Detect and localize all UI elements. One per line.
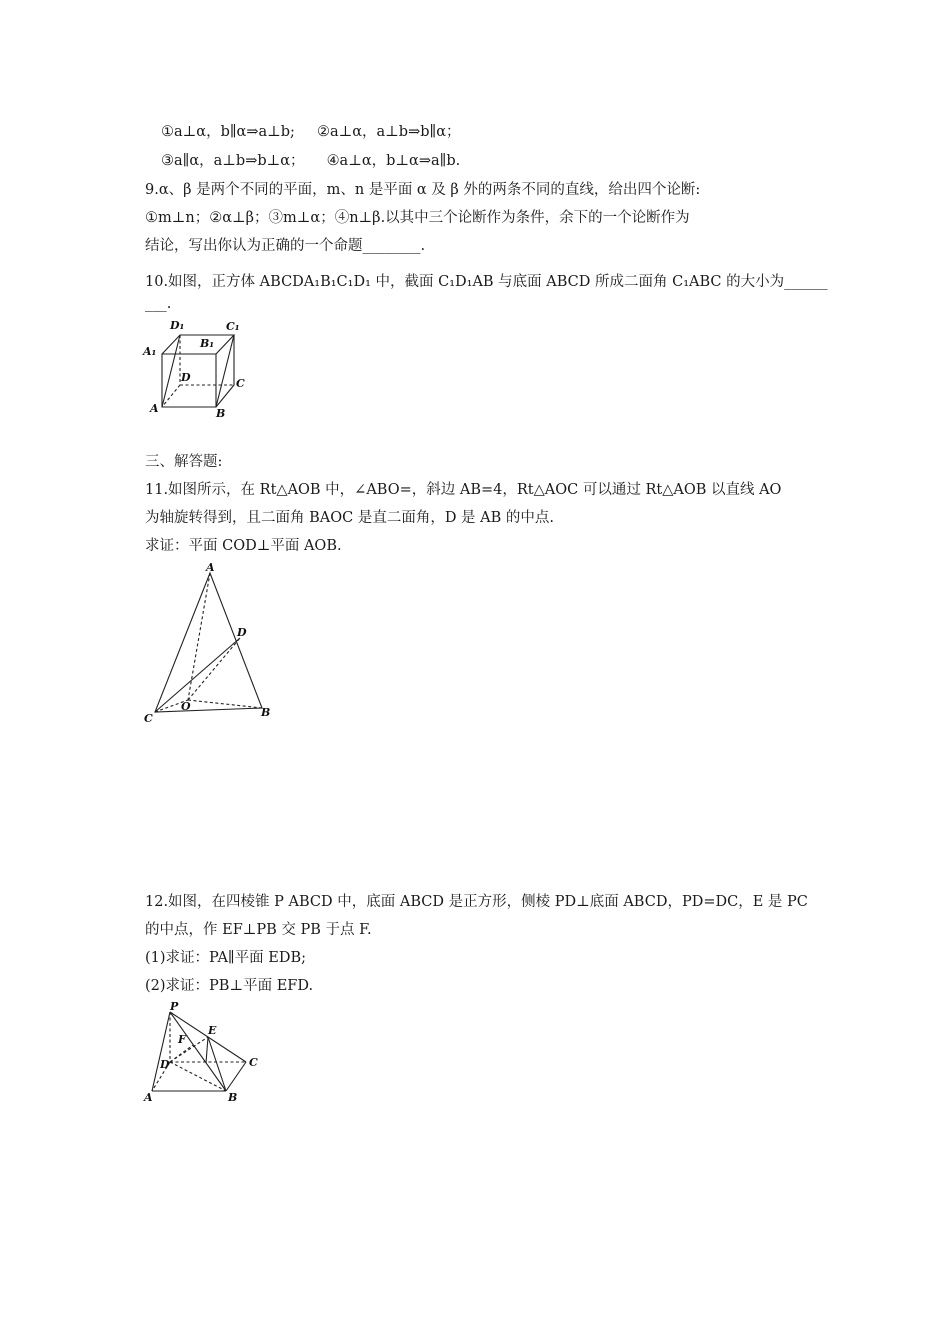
label-d1: D₁: [170, 319, 185, 332]
edge-pa: [152, 1012, 170, 1091]
q11-line-1: 11.如图所示，在 Rt△AOB 中，∠ABO=，斜边 AB=4，Rt△AOC 可以通过 Rt△AOB 以直线 AO: [145, 482, 782, 498]
label-b1: B₁: [200, 337, 215, 350]
q9-line-3: 结论，写出你认为正确的一个命题________.: [145, 238, 426, 254]
q12-line-4: (2)求证：PB⊥平面 EFD.: [145, 978, 314, 994]
label-a: A: [150, 402, 159, 415]
segment-ob: [188, 700, 262, 708]
segment-cd: [155, 638, 240, 712]
label-d: D: [181, 371, 191, 384]
segment-df: [170, 1045, 193, 1062]
q10-cube-figure: [140, 315, 255, 420]
label-b: B: [261, 706, 271, 719]
outer-triangle-acb: [155, 573, 262, 712]
section-3-title: 三、解答题:: [145, 454, 223, 470]
q8-options-row1: [161, 122, 461, 142]
label-c: C: [249, 1056, 258, 1069]
q8-option-3: ③a∥α，a⊥b⇒b⊥α；: [161, 153, 305, 169]
label-c1: C₁: [226, 320, 240, 333]
label-a: A: [144, 1091, 153, 1104]
q8-options-row2: [161, 151, 460, 171]
label-b: B: [228, 1091, 238, 1104]
label-f: F: [178, 1033, 186, 1046]
label-c: C: [236, 377, 245, 390]
q12-pyramid-figure: [140, 1000, 270, 1110]
q11-line-3: 求证：平面 COD⊥平面 AOB.: [145, 538, 342, 554]
edge-pb: [170, 1012, 226, 1091]
label-p: P: [170, 1000, 179, 1013]
label-b: B: [216, 407, 226, 420]
label-d: D: [237, 626, 247, 639]
cube-top-face: [162, 335, 234, 354]
segment-ef: [206, 1037, 208, 1063]
q12-line-3: (1)求证：PA∥平面 EDB;: [145, 950, 306, 966]
q11-line-2: 为轴旋转得到，且二面角 BAOC 是直二面角，D 是 AB 的中点.: [145, 510, 555, 526]
label-a: A: [206, 561, 215, 574]
q12-line-1: 12.如图，在四棱锥 P ABCD 中，底面 ABCD 是正方形，侧棱 PD⊥底面 ABCD，PD=DC，E 是 PC: [145, 894, 808, 910]
label-c: C: [144, 712, 153, 725]
q12-line-2: 的中点，作 EF⊥PB 交 PB 于点 F.: [145, 922, 372, 938]
label-e: E: [208, 1024, 217, 1037]
q10-line-2: ___.: [145, 296, 172, 312]
q10-line-1: 10.如图，正方体 ABCDA₁B₁C₁D₁ 中，截面 C₁D₁AB 与底面 ABCD 所成二面角 C₁ABC 的大小为______: [145, 274, 828, 290]
q8-option-1: ①a⊥α，b∥α⇒a⊥b;: [161, 124, 295, 140]
q8-option-4: ④a⊥α，b⊥α⇒a∥b.: [326, 153, 461, 169]
q8-option-2: ②a⊥α，a⊥b⇒b∥α；: [316, 124, 461, 140]
q11-triangle-figure: [140, 560, 280, 730]
section-edge-ad1: [162, 335, 180, 407]
label-d: D: [160, 1058, 170, 1071]
q9-line-2: ①m⊥n；②α⊥β；③m⊥α；④n⊥β.以其中三个论断作为条件，余下的一个论断作为: [145, 210, 690, 226]
edge-bc: [226, 1062, 246, 1091]
q9-line-1: 9.α、β 是两个不同的平面，m、n 是平面 α 及 β 外的两条不同的直线，给出四个论断:: [145, 182, 701, 198]
label-a1: A₁: [143, 345, 157, 358]
label-o: O: [181, 700, 191, 713]
segment-od: [188, 638, 240, 700]
